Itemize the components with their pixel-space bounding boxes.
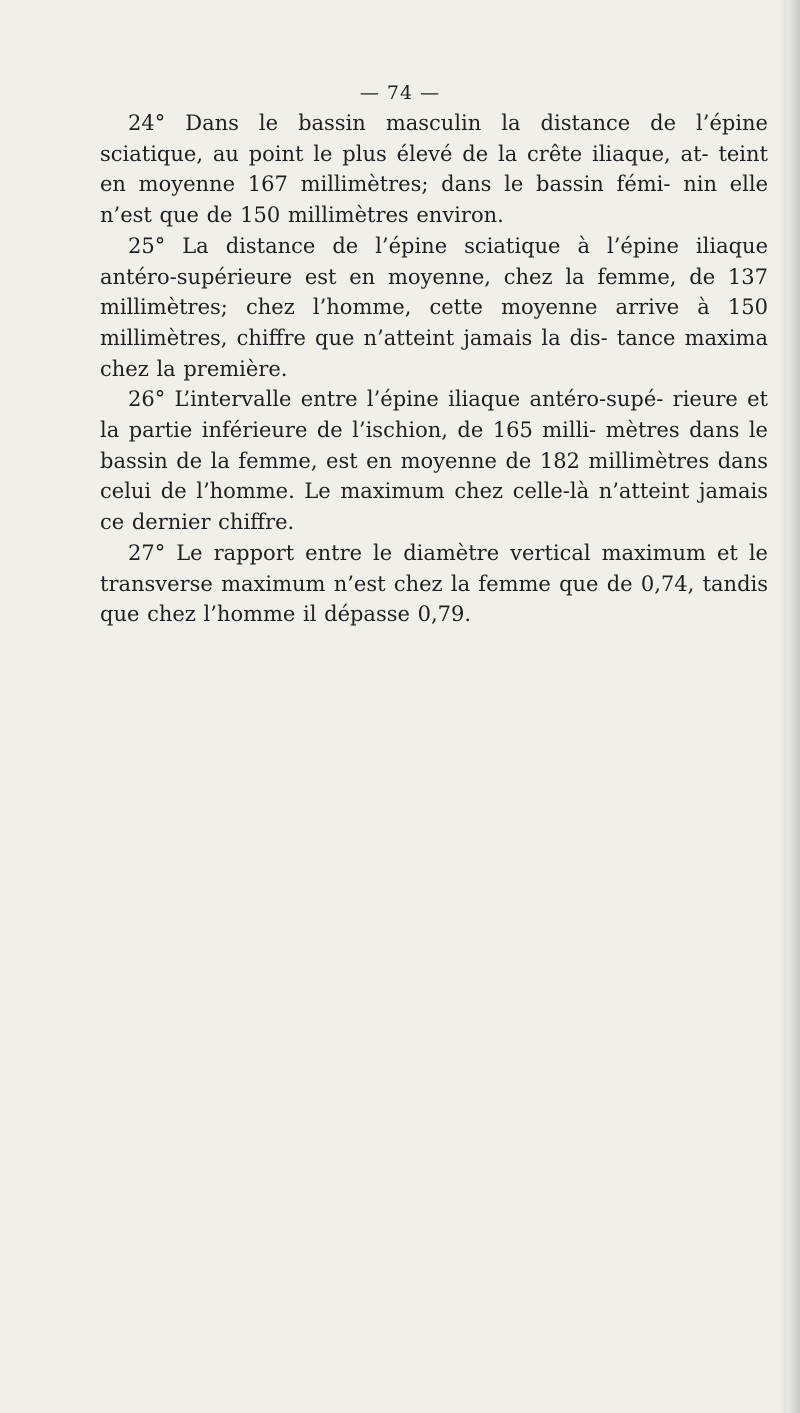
page-edge [786,0,800,1413]
page-number-header: — 74 — [359,82,441,104]
paragraph-26: 26° L’intervalle entre l’épine iliaque antéro-supé- rieure et la partie inférieure de l’ischion, de 165 milli- mètres dans le bassin de la femme, est en moyenne de 182 millimètres dans celui de l’homme. Le maximum chez celle-là n’atteint jamais ce dernier chiffre. [100,387,768,535]
body-text [100,108,768,630]
paragraph-24: 24° Dans le bassin masculin la distance de l’épine sciatique, au point le plus élevé de la crête iliaque, at- teint en moyenne 167 millimètres; dans le bassin fémi- nin elle n’est que de 150 millimètres environ. [100,111,768,228]
paragraph-27: 27° Le rapport entre le diamètre vertical maximum et le transverse maximum n’est chez la femme que de 0,74, tandis que chez l’homme il dépasse 0,79. [100,540,768,627]
paragraph-25: 25° La distance de l’épine sciatique à l’épine iliaque antéro-supérieure est en moyenne, chez la femme, de 137 millimètres; chez l’homme, cette moyenne arrive à 150 millimètres, chiffre que n’atteint jamais la dis- tance maxima chez la première. [100,233,768,381]
